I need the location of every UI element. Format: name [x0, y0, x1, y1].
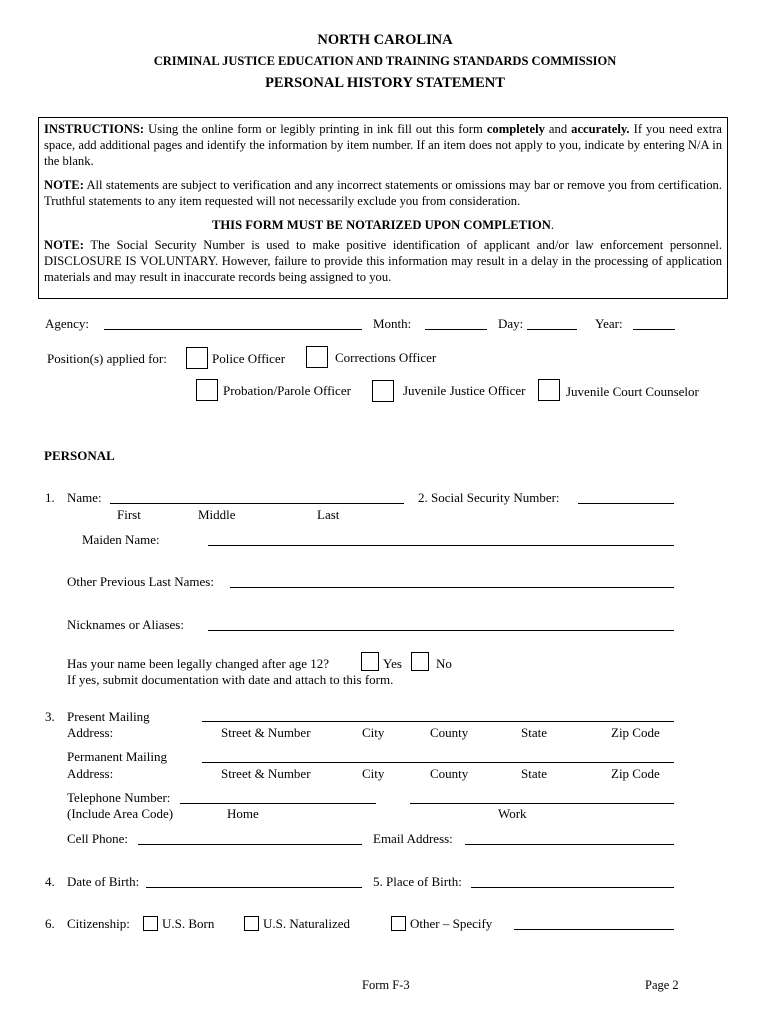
- last-name-caption: Last: [317, 507, 340, 522]
- instructions-label: INSTRUCTIONS:: [44, 122, 145, 136]
- section-personal-heading: PERSONAL: [44, 448, 115, 463]
- page-number: Page 2: [645, 978, 679, 992]
- name-field[interactable]: [110, 503, 404, 504]
- police-officer-checkbox[interactable]: [186, 347, 208, 369]
- instructions-bold-1: completely: [486, 122, 545, 136]
- other-citizenship-checkbox[interactable]: [391, 916, 406, 931]
- cell-phone-field[interactable]: [138, 844, 362, 845]
- place-of-birth-field[interactable]: [471, 887, 674, 888]
- q3-number: 3.: [45, 709, 55, 724]
- form-title: PERSONAL HISTORY STATEMENT: [265, 75, 505, 91]
- notarized-text: THIS FORM MUST BE NOTARIZED UPON COMPLETION: [211, 218, 551, 232]
- us-born-label: U.S. Born: [162, 916, 215, 931]
- email-field[interactable]: [465, 844, 674, 845]
- instructions-box: [38, 117, 728, 299]
- dob-label: Date of Birth:: [67, 874, 140, 889]
- name-change-note: If yes, submit documentation with date and attach to this form.: [67, 672, 394, 687]
- citizenship-label: Citizenship:: [67, 916, 130, 931]
- present-address-label-2: Address:: [67, 725, 114, 740]
- form-number: Form F-3: [362, 978, 410, 992]
- present-city-caption: City: [362, 725, 385, 740]
- ssn-label: 2. Social Security Number:: [418, 490, 560, 505]
- email-label: Email Address:: [373, 831, 453, 846]
- corrections-officer-label: Corrections Officer: [335, 350, 437, 365]
- probation-parole-checkbox[interactable]: [196, 379, 218, 401]
- agency-field[interactable]: [104, 329, 362, 330]
- q4-number: 4.: [45, 874, 55, 889]
- note2-label: NOTE:: [44, 238, 84, 252]
- juvenile-justice-checkbox[interactable]: [372, 380, 394, 402]
- nicknames-label: Nicknames or Aliases:: [67, 617, 184, 632]
- maiden-name-field[interactable]: [208, 545, 674, 546]
- present-address-label-1: Present Mailing: [67, 709, 150, 724]
- first-name-caption: First: [117, 507, 141, 522]
- permanent-county-caption: County: [430, 766, 469, 781]
- commission-title: CRIMINAL JUSTICE EDUCATION AND TRAINING STANDARDS COMMISSION: [153, 54, 617, 68]
- police-officer-label: Police Officer: [212, 351, 286, 366]
- agency-label: Agency:: [45, 316, 90, 331]
- probation-parole-label: Probation/Parole Officer: [223, 383, 351, 398]
- year-label: Year:: [595, 316, 623, 331]
- name-change-question: Has your name been legally changed after age 12?: [67, 656, 330, 671]
- us-naturalized-label: U.S. Naturalized: [263, 916, 351, 931]
- other-citizenship-field[interactable]: [514, 929, 674, 930]
- note2-text: The Social Security Number is used to make positive identification of applicant and/or law enforcement personnel. DISCLOSURE IS VOLUNTARY. However, failure to provide this information may result in a delay in the processing of application materials and may result in inaccurate records being assigned to you.: [44, 238, 722, 284]
- present-zip-caption: Zip Code: [611, 725, 660, 740]
- juvenile-court-label: Juvenile Court Counselor: [566, 384, 699, 399]
- us-naturalized-checkbox[interactable]: [244, 916, 259, 931]
- month-field[interactable]: [425, 329, 487, 330]
- other-previous-names-field[interactable]: [230, 587, 674, 588]
- cell-phone-label: Cell Phone:: [67, 831, 129, 846]
- year-field[interactable]: [633, 329, 675, 330]
- home-phone-field[interactable]: [180, 803, 376, 804]
- name-change-no-label: No: [436, 656, 452, 671]
- note1-label: NOTE:: [44, 178, 84, 192]
- maiden-name-label: Maiden Name:: [82, 532, 160, 547]
- q6-number: 6.: [45, 916, 55, 931]
- work-phone-field[interactable]: [410, 803, 674, 804]
- ssn-field[interactable]: [578, 503, 674, 504]
- name-change-yes-checkbox[interactable]: [361, 652, 379, 671]
- month-label: Month:: [373, 316, 412, 331]
- place-of-birth-label: 5. Place of Birth:: [373, 874, 462, 889]
- present-county-caption: County: [430, 725, 469, 740]
- note-ssn: [44, 237, 722, 285]
- us-born-checkbox[interactable]: [143, 916, 158, 931]
- name-label: Name:: [67, 490, 102, 505]
- permanent-address-label-2: Address:: [67, 766, 114, 781]
- q1-number: 1.: [45, 490, 55, 505]
- juvenile-court-checkbox[interactable]: [538, 379, 560, 401]
- corrections-officer-checkbox[interactable]: [306, 346, 328, 368]
- positions-label: Position(s) applied for:: [47, 351, 167, 366]
- work-phone-caption: Work: [498, 806, 527, 821]
- telephone-label: Telephone Number:: [67, 790, 171, 805]
- other-previous-names-label: Other Previous Last Names:: [67, 574, 214, 589]
- instructions-bold-2: accurately.: [571, 122, 630, 136]
- instructions-text-2: and: [544, 122, 572, 136]
- middle-name-caption: Middle: [198, 507, 236, 522]
- present-address-field[interactable]: [202, 721, 674, 722]
- day-field[interactable]: [527, 329, 577, 330]
- permanent-state-caption: State: [521, 766, 547, 781]
- area-code-note: (Include Area Code): [67, 806, 174, 821]
- note1-text: All statements are subject to verification and any incorrect statements or omissions may bar or remove you from certification. Truthful statements to any item requested will not necessarily exclude you from consideration.: [44, 178, 722, 208]
- day-label: Day:: [498, 316, 524, 331]
- permanent-address-field[interactable]: [202, 762, 674, 763]
- present-street-caption: Street & Number: [221, 725, 311, 740]
- home-phone-caption: Home: [227, 806, 259, 821]
- present-state-caption: State: [521, 725, 547, 740]
- name-change-no-checkbox[interactable]: [411, 652, 429, 671]
- permanent-address-label-1: Permanent Mailing: [67, 749, 168, 764]
- notarized-notice: [44, 217, 722, 233]
- instructions-text-1: Using the online form or legibly printing in ink fill out this form: [144, 122, 487, 136]
- dob-field[interactable]: [146, 887, 362, 888]
- note-verification: [44, 177, 722, 209]
- permanent-street-caption: Street & Number: [221, 766, 311, 781]
- nicknames-field[interactable]: [208, 630, 674, 631]
- other-citizenship-label: Other – Specify: [410, 916, 493, 931]
- instructions-paragraph: [44, 121, 722, 169]
- instructions-text-3: If you need extra space, add additional pages and identify the information by item number. If an item does not apply to you, indicate by entering N/A in the blank.: [44, 122, 722, 168]
- notarized-period: .: [550, 218, 555, 232]
- permanent-city-caption: City: [362, 766, 385, 781]
- juvenile-justice-label: Juvenile Justice Officer: [403, 383, 526, 398]
- state-title: NORTH CAROLINA: [317, 32, 453, 48]
- permanent-zip-caption: Zip Code: [611, 766, 660, 781]
- name-change-yes-label: Yes: [383, 656, 402, 671]
